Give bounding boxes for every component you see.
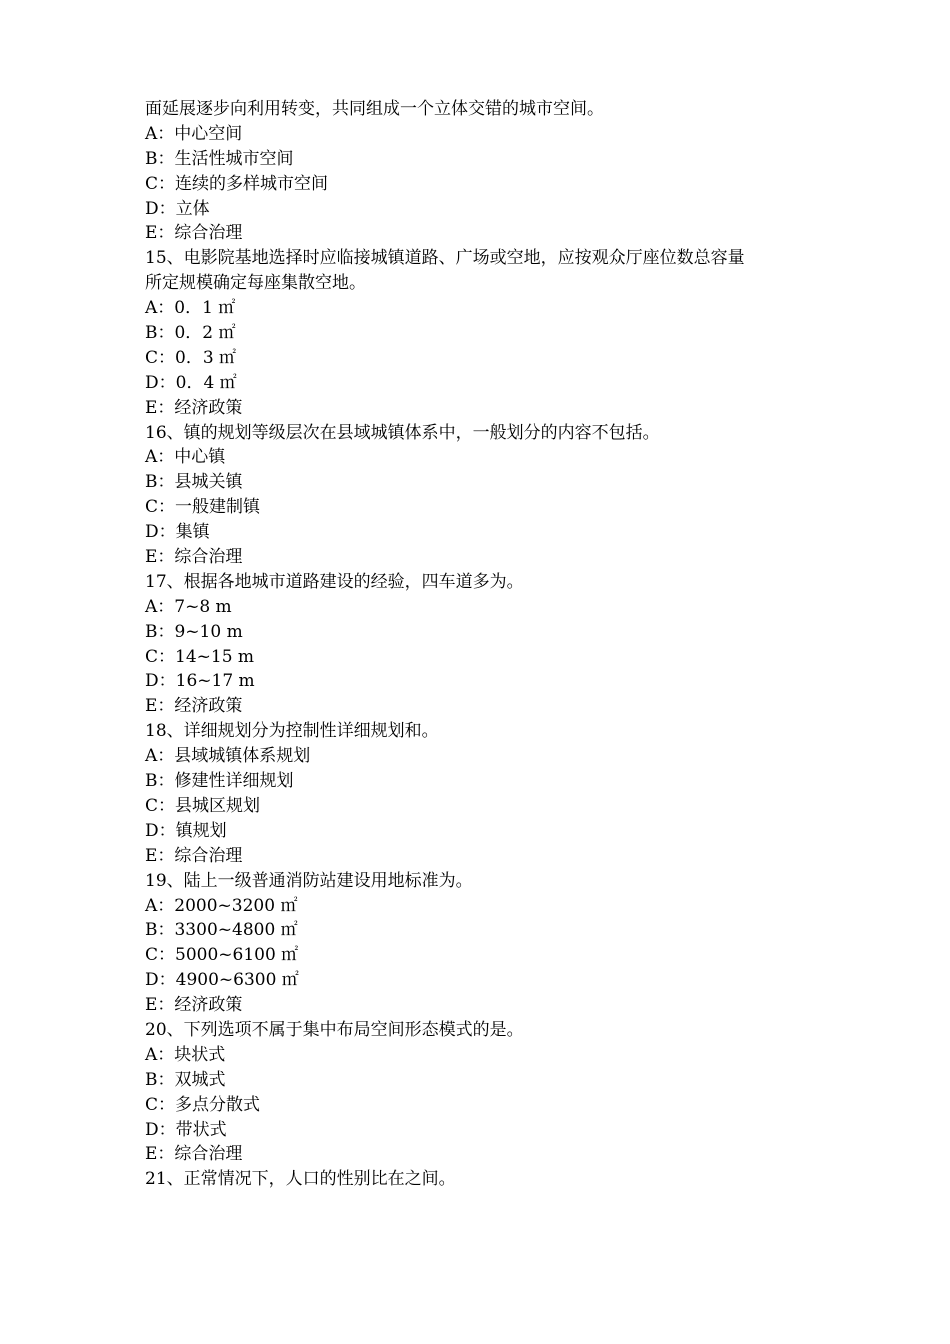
option-line: D：镇规划	[145, 820, 227, 841]
option-line: E：经济政策	[145, 995, 243, 1016]
option-line: E：综合治理	[145, 845, 243, 866]
option-line: D：0．4 ㎡	[145, 372, 237, 393]
option-line: C：多点分散式	[145, 1094, 261, 1115]
option-line: E：综合治理	[145, 1144, 243, 1165]
option-line: B：9~10 m	[145, 621, 243, 642]
option-line: A：0．1 ㎡	[145, 298, 236, 319]
text-line: 面延展逐步向利用转变，共同组成一个立体交错的城市空间。	[145, 99, 604, 119]
option-line: D：集镇	[145, 522, 210, 543]
option-line: A：县域城镇体系规划	[145, 746, 311, 767]
option-line: A：7~8 m	[145, 596, 232, 617]
option-line: C：14~15 m	[145, 646, 255, 667]
question-line: 所定规模确定每座集散空地。	[145, 273, 366, 294]
option-line: B：生活性城市空间	[145, 148, 294, 169]
question-line: 16、镇的规划等级层次在县域城镇体系中，一般划分的内容不包括。	[145, 422, 660, 443]
option-line: D：16~17 m	[145, 671, 255, 692]
question-line: 20、下列选项不属于集中布局空间形态模式的是。	[145, 1019, 524, 1040]
document-body	[145, 97, 825, 1192]
option-line: E：综合治理	[145, 223, 243, 244]
option-line: C：县城区规划	[145, 795, 261, 816]
option-line: E：综合治理	[145, 547, 243, 568]
option-line: D：带状式	[145, 1119, 227, 1140]
option-line: A：2000~3200 ㎡	[145, 895, 298, 916]
option-line: B：县城关镇	[145, 472, 243, 493]
option-line: B：0．2 ㎡	[145, 323, 236, 344]
option-line: C：连续的多样城市空间	[145, 173, 329, 194]
option-line: B：修建性详细规划	[145, 771, 294, 792]
option-line: A：中心空间	[145, 123, 243, 144]
option-line: D：4900~6300 ㎡	[145, 970, 299, 991]
option-line: A：中心镇	[145, 447, 226, 468]
option-line: C：5000~6100 ㎡	[145, 945, 299, 966]
option-line: B：3300~4800 ㎡	[145, 920, 298, 941]
question-line: 19、陆上一级普通消防站建设用地标准为。	[145, 870, 473, 891]
option-line: E：经济政策	[145, 696, 243, 717]
option-line: D：立体	[145, 198, 210, 219]
option-line: A：块状式	[145, 1044, 226, 1065]
question-line: 18、详细规划分为控制性详细规划和。	[145, 721, 439, 742]
option-line: B：双城式	[145, 1069, 226, 1090]
option-line: E：经济政策	[145, 397, 243, 418]
option-line: C：0．3 ㎡	[145, 347, 237, 368]
question-line: 15、电影院基地选择时应临接城镇道路、广场或空地，应按观众厅座位数总容量	[145, 248, 745, 269]
question-line: 17、根据各地城市道路建设的经验，四车道多为。	[145, 571, 524, 592]
question-line: 21、正常情况下，人口的性别比在之间。	[145, 1169, 456, 1190]
option-line: C：一般建制镇	[145, 497, 261, 518]
